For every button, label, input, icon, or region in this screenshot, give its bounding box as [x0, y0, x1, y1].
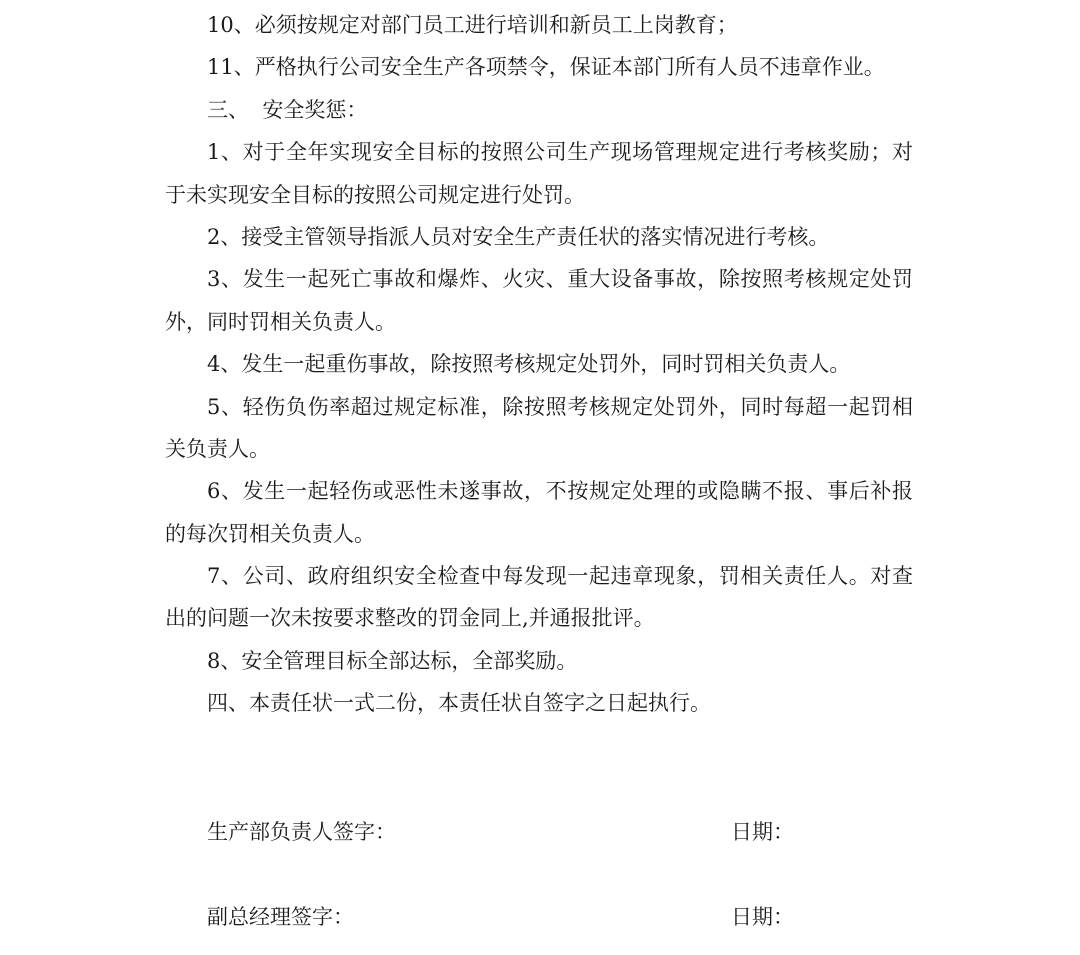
- document-body: [165, 4, 913, 725]
- deputy-gm-date-label: 日期：: [731, 905, 794, 929]
- reward-item-3-line-1: 3、发生一起死亡事故和爆炸、火灾、重大设备事故，除按照考核规定处罚: [207, 267, 913, 292]
- clause-10: 10、必须按规定对部门员工进行培训和新员工上岗教育；: [207, 13, 738, 37]
- clause-11: 11、严格执行公司安全生产各项禁令，保证本部门所有人员不违章作业。: [207, 55, 885, 80]
- production-head-signature-label: 生产部负责人签字：: [207, 820, 396, 844]
- reward-item-1-line-2: 于未实现安全目标的按照公司规定进行处罚。: [165, 182, 585, 207]
- reward-item-3-line-2: 外，同时罚相关负责人。: [165, 309, 396, 334]
- reward-item-8: 8、安全管理目标全部达标，全部奖励。: [207, 648, 578, 673]
- reward-item-5-line-1: 5、轻伤负伤率超过规定标准，除按照考核规定处罚外，同时每超一起罚相: [207, 394, 913, 419]
- reward-item-7-line-1: 7、公司、政府组织安全检查中每发现一起违章现象，罚相关责任人。对查: [207, 564, 913, 589]
- reward-item-2: 2、接受主管领导指派人员对安全生产责任状的落实情况进行考核。: [207, 224, 830, 249]
- reward-item-1-line-1: 1、对于全年实现安全目标的按照公司生产现场管理规定进行考核奖励；对: [207, 140, 913, 165]
- deputy-gm-signature-label: 副总经理签字：: [207, 905, 354, 929]
- reward-item-7-line-2: 出的问题一次未按要求整改的罚金同上,并通报批评。: [165, 606, 655, 631]
- section-heading-rewards-penalties: 三、 安全奖惩：: [207, 97, 368, 122]
- reward-item-6-line-1: 6、发生一起轻伤或恶性未遂事故，不按规定处理的或隐瞒不报、事后补报: [207, 479, 913, 504]
- reward-item-4: 4、发生一起重伤事故，除按照考核规定处罚外，同时罚相关负责人。: [207, 352, 851, 377]
- reward-item-5-line-2: 关负责人。: [165, 436, 270, 461]
- reward-item-6-line-2: 的每次罚相关负责人。: [165, 521, 375, 546]
- production-head-date-label: 日期：: [731, 820, 794, 844]
- section-four-copies: 四、本责任状一式二份，本责任状自签字之日起执行。: [207, 691, 711, 716]
